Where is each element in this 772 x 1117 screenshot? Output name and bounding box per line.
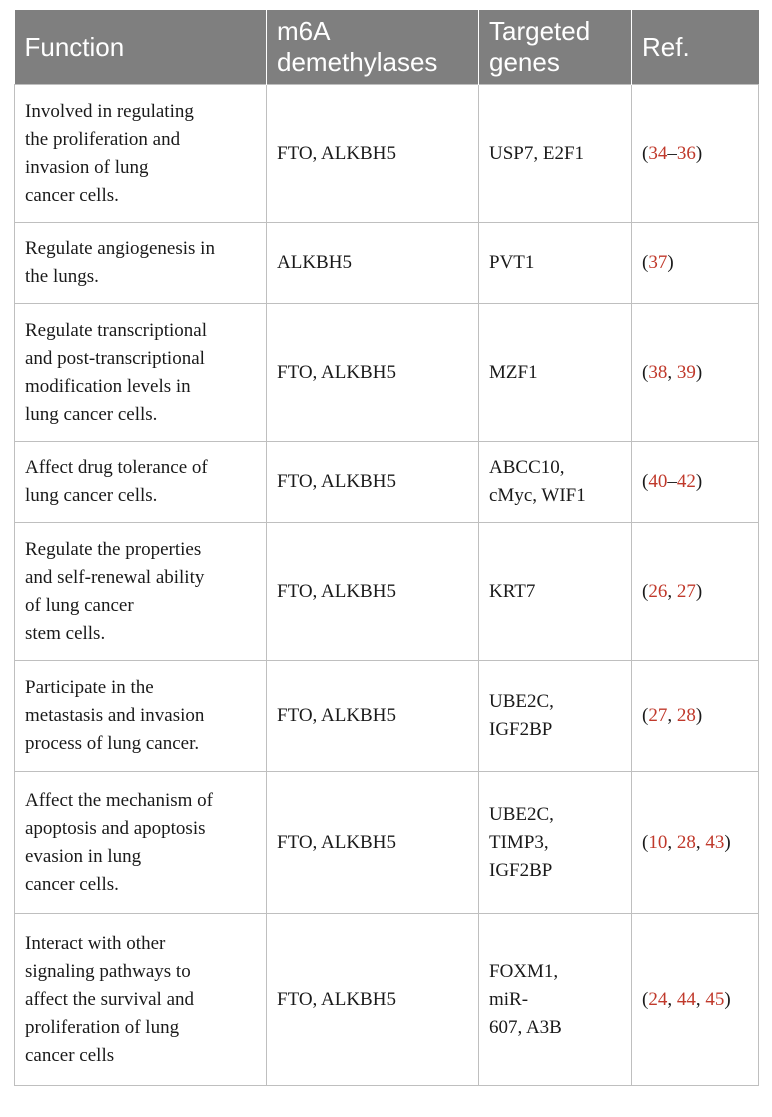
- ref-separator: ,: [695, 831, 706, 853]
- demethylases-cell: FTO, ALKBH5: [267, 304, 479, 442]
- function-cell: Participate in the metastasis and invasion process of lung cancer.: [15, 661, 267, 772]
- ref-separator: ,: [667, 831, 677, 853]
- demethylases-cell: FTO, ALKBH5: [267, 772, 479, 914]
- ref-separator: ,: [667, 580, 677, 602]
- genes-cell: FOXM1, miR- 607, A3B: [479, 914, 632, 1086]
- ref-link[interactable]: 27: [676, 580, 696, 602]
- ref-link[interactable]: 26: [648, 580, 668, 602]
- ref-paren: (: [642, 580, 649, 602]
- header-demethylases: m6A demethylases: [267, 10, 479, 85]
- genes-cell: USP7, E2F1: [479, 85, 632, 223]
- demethylases-cell: FTO, ALKBH5: [267, 85, 479, 223]
- ref-cell: [632, 442, 759, 523]
- functions-table: [14, 10, 759, 1086]
- ref-separator: ,: [667, 705, 677, 726]
- ref-separator: ,: [695, 988, 706, 1010]
- ref-cell: [632, 523, 759, 661]
- demethylases-cell: ALKBH5: [267, 223, 479, 304]
- table-row: [15, 304, 759, 442]
- ref-paren: (: [642, 705, 649, 726]
- table-row: [15, 772, 759, 914]
- header-row: [15, 10, 759, 85]
- genes-cell: UBE2C, TIMP3, IGF2BP: [479, 772, 632, 914]
- function-cell: Regulate the properties and self-renewal ability of lung cancer stem cells.: [15, 523, 267, 661]
- ref-link[interactable]: 28: [676, 831, 696, 853]
- table-row: [15, 85, 759, 223]
- ref-cell: [632, 304, 759, 442]
- function-cell: Regulate transcriptional and post-transcriptional modification levels in lung cancer cells.: [15, 304, 267, 442]
- ref-paren: ): [695, 361, 703, 383]
- ref-separator: ,: [667, 361, 677, 383]
- ref-separator: –: [667, 142, 677, 164]
- ref-cell: [632, 914, 759, 1086]
- ref-paren: (: [642, 142, 649, 164]
- demethylases-cell: FTO, ALKBH5: [267, 661, 479, 772]
- genes-cell: KRT7: [479, 523, 632, 661]
- ref-cell: [632, 772, 759, 914]
- ref-cell: [632, 661, 759, 772]
- ref-link[interactable]: 10: [648, 831, 668, 853]
- genes-cell: MZF1: [479, 304, 632, 442]
- table-row: [15, 523, 759, 661]
- demethylases-cell: FTO, ALKBH5: [267, 442, 479, 523]
- ref-paren: (: [642, 471, 649, 492]
- table-row: [15, 914, 759, 1086]
- ref-separator: ,: [667, 988, 677, 1010]
- ref-paren: ): [695, 580, 703, 602]
- function-cell: Affect drug tolerance of lung cancer cells.: [15, 442, 267, 523]
- ref-link[interactable]: 38: [648, 361, 668, 383]
- ref-paren: ): [724, 831, 731, 853]
- table-row: [15, 442, 759, 523]
- ref-paren: (: [642, 252, 649, 273]
- ref-link[interactable]: 28: [676, 705, 696, 726]
- ref-link[interactable]: 40: [648, 471, 668, 492]
- demethylases-cell: FTO, ALKBH5: [267, 914, 479, 1086]
- genes-cell: PVT1: [479, 223, 632, 304]
- ref-paren: ): [695, 142, 703, 164]
- header-targeted-genes: Targeted genes: [479, 10, 632, 85]
- ref-cell: [632, 223, 759, 304]
- ref-paren: (: [642, 831, 649, 853]
- table-row: [15, 223, 759, 304]
- ref-cell: [632, 85, 759, 223]
- function-cell: Interact with other signaling pathways to affect the survival and proliferation of lung cancer cells: [15, 914, 267, 1086]
- ref-link[interactable]: 37: [648, 252, 668, 273]
- ref-link[interactable]: 39: [676, 361, 696, 383]
- header-function: Function: [15, 10, 267, 85]
- table-row: [15, 661, 759, 772]
- ref-paren: ): [667, 252, 674, 273]
- ref-link[interactable]: 34: [648, 142, 668, 164]
- ref-paren: ): [695, 471, 703, 492]
- ref-link[interactable]: 36: [676, 142, 696, 164]
- ref-link[interactable]: 27: [648, 705, 668, 726]
- function-cell: Affect the mechanism of apoptosis and apoptosis evasion in lung cancer cells.: [15, 772, 267, 914]
- demethylases-cell: FTO, ALKBH5: [267, 523, 479, 661]
- ref-link[interactable]: 43: [705, 831, 725, 853]
- ref-link[interactable]: 44: [676, 988, 696, 1010]
- header-ref: Ref.: [632, 10, 759, 85]
- ref-paren: ): [724, 988, 731, 1010]
- ref-separator: –: [667, 471, 677, 492]
- ref-paren: ): [695, 705, 703, 726]
- ref-link[interactable]: 45: [705, 988, 725, 1010]
- genes-cell: UBE2C, IGF2BP: [479, 661, 632, 772]
- ref-paren: (: [642, 988, 649, 1010]
- function-cell: Regulate angiogenesis in the lungs.: [15, 223, 267, 304]
- ref-paren: (: [642, 361, 649, 383]
- function-cell: Involved in regulating the proliferation and invasion of lung cancer cells.: [15, 85, 267, 223]
- ref-link[interactable]: 42: [676, 471, 696, 492]
- genes-cell: ABCC10, cMyc, WIF1: [479, 442, 632, 523]
- ref-link[interactable]: 24: [648, 988, 668, 1010]
